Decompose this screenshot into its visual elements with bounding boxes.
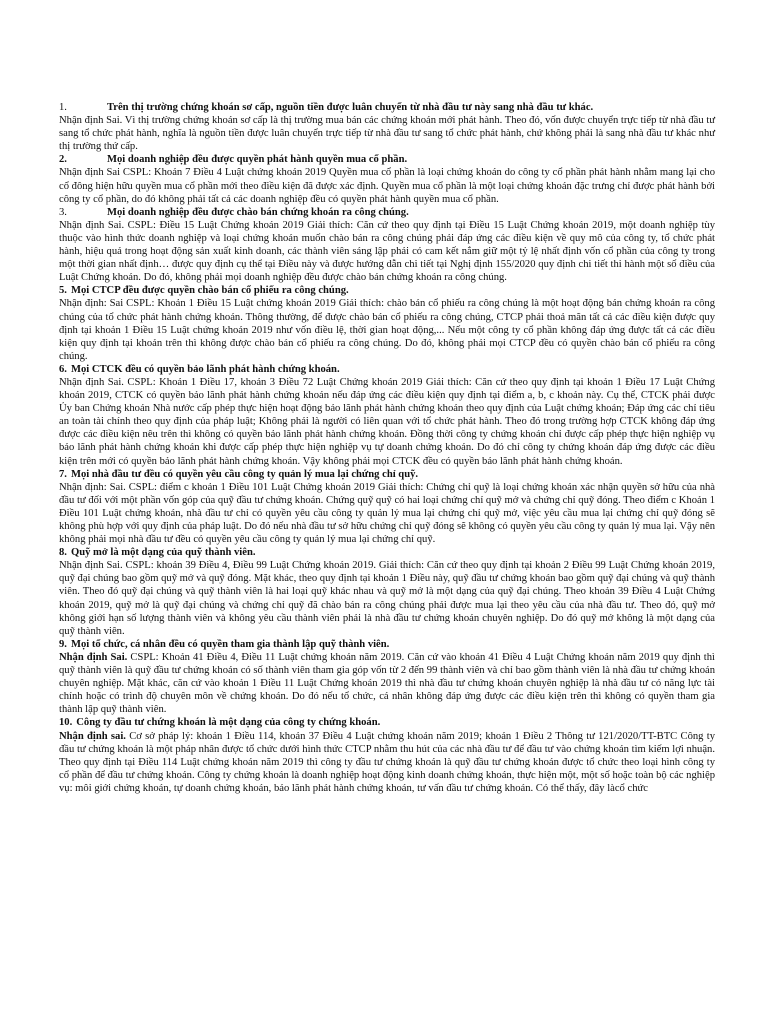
question-number: 6. — [59, 363, 67, 375]
question-heading — [59, 546, 715, 559]
answer-paragraph — [59, 219, 715, 284]
answer-paragraph — [59, 376, 715, 468]
answer-text: Nhận định Sai. CSPL: khoản 39 Điều 4, Điều 99 Luật Chứng khoán 2019. Giải thích: Căn cứ theo quy định tại khoản 2 Điều 99 Luật Chứng khoán 2019, quỹ đại chúng bao gồm quỹ mở và quỹ đóng. Mặt khác, theo quy định tại khoản 1 Điều này, quỹ đầu tư chứng khoán bao gồm quỹ đại chúng và quỹ thành viên. Theo đó quỹ đại chúng và quỹ thành viên là hai loại quỹ khác nhau và quỹ mở là một dạng của quỹ đại chúng. Theo khoản 39 Điều 4 Luật Chứng khoán 2019, quỹ mở là quỹ đại chúng và chứng chỉ quỹ đã chào bán ra công chúng phải được mua lại theo yêu cầu của nhà đầu tư. Theo đó, quỹ mở không giới hạn số lượng thành viên và không yêu cầu thành viên phải là nhà đầu tư chứng khoán chuyên nghiệp. Do đó quỹ mở không là một dạng của quỹ thành viên. — [59, 560, 715, 637]
qa-item-2 — [59, 153, 715, 205]
question-heading — [59, 716, 715, 729]
question-heading — [59, 284, 715, 297]
verdict-text: Nhận định sai. — [59, 730, 126, 742]
qa-item-5 — [59, 284, 715, 363]
answer-text: Nhận định: Sai CSPL: Khoản 1 Điều 15 Luật chứng khoán 2019 Giải thích: chào bán cổ phiếu ra công chúng là một hoạt động bán chứng khoán ra công chúng của tổ chức phát hành chứng khoán. Thông thường, để được chào bán cổ phiếu ra công chúng, CTCP phải thoả mãn tất cả các điều kiện được quy định tại khoản 1 Điều 15 Luật chứng khoán 2019 như vốn điều lệ, thời gian hoạt động,... Nếu một công ty cổ phần không đáp ứng được tất cả các điều kiện quy định tại khoản trên thì không được chào bán cổ phiếu ra công chúng. Do đó, không phải mọi CTCP đều có quyền chào bán cổ phiếu ra công chúng. — [59, 298, 715, 362]
answer-text: Nhận định Sai CSPL: Khoản 7 Điều 4 Luật chứng khoán 2019 Quyền mua cổ phần là loại chứng khoán do công ty cổ phần phát hành nhằm mang lại cho cổ đông hiện hữu quyền mua cổ phần mới theo điều kiện đã được xác định. Quyền mua cổ phần là một loại chứng khoán đặc trưng chỉ được phát hành bởi công ty cổ phần, do đó không phải tất cả các doanh nghiệp đều có quyền phát hành quyền mua cổ phần. — [59, 167, 715, 205]
question-heading — [59, 363, 715, 376]
question-number: 8. — [59, 547, 67, 559]
qa-item-3 — [59, 206, 715, 285]
answer-paragraph — [59, 166, 715, 205]
question-text: Quỹ mở là một dạng của quỹ thành viên. — [70, 547, 256, 559]
question-text: Mọi CTCP đều được quyền chào bán cổ phiếu ra công chúng. — [70, 285, 349, 297]
question-heading — [59, 153, 715, 166]
qa-item-1 — [59, 101, 715, 153]
question-heading — [59, 468, 715, 481]
answer-paragraph — [59, 651, 715, 716]
verdict-text: Nhận định Sai. — [59, 651, 128, 663]
answer-paragraph — [59, 730, 715, 795]
qa-item-6 — [59, 363, 715, 468]
answer-text: CSPL: Khoản 41 Điều 4, Điều 11 Luật chứng khoán năm 2019. Căn cứ vào khoản 41 Điều 4 Luật Chứng khoán năm 2019 quy định thì quỹ thành viên là quỹ đầu tư chứng khoán có số thành viên tham gia góp vốn từ 2 đến 99 thành viên và chỉ bao gồm thành viên là nhà đầu tư chứng khoán chuyên nghiệp. Mặt khác, căn cứ vào khoản 1 Điều 11 Luật Chứng khoán 2019 thì nhà đầu tư chứng khoán chuyên nghiệp là nhà đầu tư có năng lực tài chính hoặc có trình độ chuyên môn về chứng khoán. Do đó nếu tổ chức, cá nhân không đáp ứng được các điều kiện trên thì không có quyền tham gia thành lập quỹ thành viên. — [59, 651, 715, 716]
answer-paragraph — [59, 559, 715, 638]
qa-item-10 — [59, 716, 715, 795]
question-text: Mọi tổ chức, cá nhân đều có quyền tham gia thành lập quỹ thành viên. — [70, 638, 390, 650]
answer-text: Nhận định Sai. CSPL: Điều 15 Luật Chứng khoán 2019 Giải thích: Căn cứ theo quy định tại Điều 15 Luật Chứng khoán 2019, một doanh nghiệp tùy thuộc vào hình thức doanh nghiệp và loại chứng khoán muốn chào bán ra công chúng phải đáp ứng các điều kiện về quy mô của công ty, tổ chức phát hành, hiệu quả trong hoạt động sản xuất kinh doanh, các thành viên sáng lập phải có cam kết nắm giữ một tỷ lệ nhất định vốn cổ phần của công ty trong một thời gian nhất định… được quy định cụ thể tại Điều này và được hướng dẫn chi tiết tại Nghị định 155/2020 quy định chi tiết thi hành một số điều của Luật Chứng khoán. Do đó, không phải mọi doanh nghiệp đều được chào bán chứng khoán ra công chúng. — [59, 219, 715, 284]
qa-item-8 — [59, 546, 715, 638]
question-number: 5. — [59, 285, 67, 297]
qa-item-7 — [59, 468, 715, 547]
question-text: Mọi doanh nghiệp đều được chào bán chứng khoán ra công chúng. — [107, 206, 409, 218]
question-number: 3. — [59, 206, 67, 218]
document-page — [59, 101, 715, 795]
answer-paragraph — [59, 297, 715, 362]
question-number: 1. — [59, 102, 67, 113]
question-number: 9. — [59, 638, 67, 650]
question-text: Mọi doanh nghiệp đều được quyền phát hành quyền mua cổ phần. — [107, 154, 408, 166]
answer-paragraph — [59, 114, 715, 153]
question-text: Mọi CTCK đều có quyền bảo lãnh phát hành chứng khoán. — [70, 363, 340, 375]
question-heading — [59, 101, 715, 114]
question-heading — [59, 638, 715, 651]
question-number: 2. — [59, 154, 67, 166]
answer-paragraph — [59, 481, 715, 546]
answer-text: Nhận định: Sai. CSPL: điểm c khoản 1 Điều 101 Luật Chứng khoán 2019 Giải thích: Chứng chỉ quỹ là loại chứng khoán xác nhận quyền sở hữu của nhà đầu tư đối với một phần vốn góp của quỹ đầu tư chứng khoán. Chứng quỹ quỹ có hai loại chứng chỉ quỹ mở và chứng chỉ quỹ đóng. Theo điểm c Khoản 1 Điều 101 Luật chứng khoán, nhà đầu tư chỉ có quyền yêu cầu công ty quản lý mua lại chứng chỉ quỹ mở, việc yêu cầu mua lại chứng chỉ quỹ đóng sẽ không phù hợp với quy định của pháp luật. Do đó nếu nhà đầu tư sở hữu chứng chỉ quỹ đóng sẽ không có quyền yêu cầu công ty quản lý mua lại. Vậy nên không phải mọi nhà đầu tư đều có quyền yêu cầu công ty quản lý mua lại chứng chỉ quỹ. — [59, 481, 715, 546]
answer-text: Cơ sở pháp lý: khoản 1 Điều 114, khoản 37 Điều 4 Luật chứng khoán năm 2019; khoản 1 Điều 2 Thông tư 121/2020/TT-BTC Công ty đầu tư chứng khoán là một pháp nhân được tổ chức dưới hình thức CTCP nhằm thu hút của các nhà đầu tư để đầu tư vào chứng khoán tìm kiếm lợi nhuận. Theo quy định tại Điều 114 Luật chứng khoán năm 2019 thì công ty đầu tư chứng khoán là quỹ đầu tư chứng khoán được tổ chức theo loại hình công ty cổ phần để đầu tư chứng khoán. Công ty chứng khoán là doanh nghiệp hoạt động kinh doanh chứng khoán, thực hiện một, một số hoặc toàn bộ các nghiệp vụ: môi giới chứng khoán, tự doanh chứng khoán, bảo lãnh phát hành chứng khoán, tư vấn đầu tư chứng khoán. Có thể thấy, đây làcổ chức — [59, 730, 715, 794]
question-text: Công ty đầu tư chứng khoán là một dạng của công ty chứng khoán. — [76, 717, 381, 729]
question-text: Mọi nhà đầu tư đều có quyền yêu cầu công ty quản lý mua lại chứng chỉ quỹ. — [70, 468, 419, 480]
question-heading — [59, 206, 715, 219]
question-number: 7. — [59, 468, 67, 480]
qa-item-9 — [59, 638, 715, 717]
answer-text: Nhận định Sai. Vì thị trường chứng khoán sơ cấp là thị trường mua bán các chứng khoán mới phát hành. Theo đó, vốn được chuyển trực tiếp từ nhà đầu tư sang tổ chức phát hành, nghĩa là nguồn tiền được luân chuyển trực tiếp từ nhà đầu tư sang tổ chức phát hành, chứ không phải là sang nhà đầu tư khác như thị trường thứ cấp. — [59, 115, 715, 153]
answer-text: Nhận định Sai. CSPL: Khoản 1 Điều 17, khoản 3 Điều 72 Luật Chứng khoán 2019 Giải thích: Căn cứ theo quy định tại khoản 1 Điều 17 Luật Chứng khoán 2019, CTCK có quyền bảo lãnh phát hành chứng khoán nếu đáp ứng các điều kiện quy định tại điểm a, b, c khoản này. Cụ thể, CTCK phải được Ủy ban Chứng khoán Nhà nước cấp phép thực hiện hoạt động bảo lãnh phát hành chứng khoán theo quy định của Luật chứng khoán; Đáp ứng các chỉ tiêu an toàn tài chính theo quy định của pháp luật; Không phải là người có liên quan với tổ chức phát hành. Theo đó trong trường hợp CTCK không đáp ứng được các điều kiện nêu trên thì không có quyền bảo lãnh phát hành chứng khoán. Đồng thời công ty chứng khoán chỉ được cấp phép thực hiện nghiệp vụ bảo lãnh phát hành chứng khoán khi được cấp phép thực hiện nghiệp vụ tự doanh chứng khoán. Do đó chỉ công ty chứng khoán đáp ứng được các điều kiện trên mới có quyền bảo lãnh phát hành chứng khoán. Vậy không phải mọi CTCK đều có quyền bảo lãnh phát hành chứng khoán. — [59, 376, 715, 467]
question-text: Trên thị trường chứng khoán sơ cấp, nguồn tiền được luân chuyển từ nhà đầu tư này sang nhà đầu tư khác. — [107, 102, 594, 113]
question-number: 10. — [59, 717, 73, 729]
